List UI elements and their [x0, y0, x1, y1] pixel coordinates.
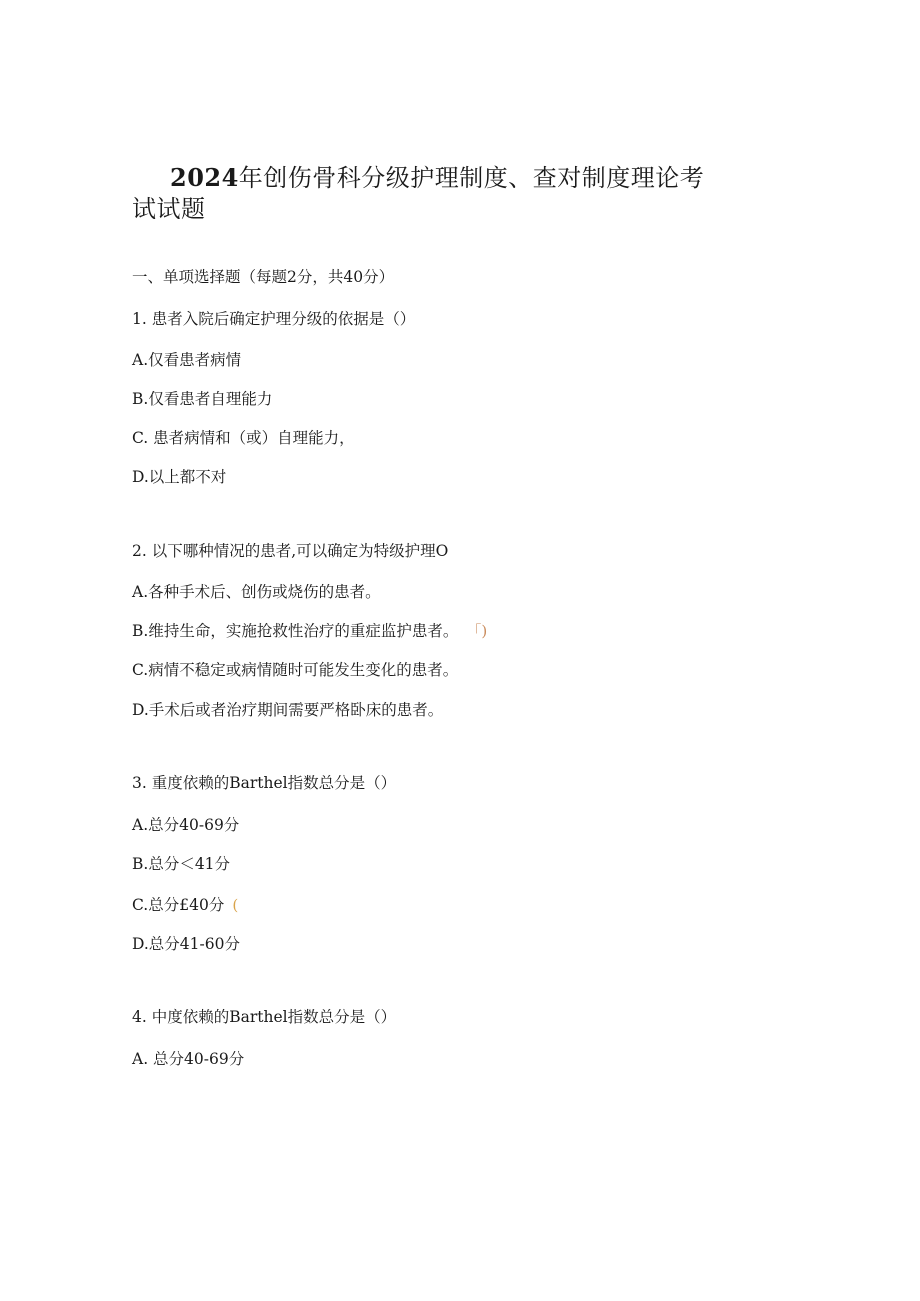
- question-3-option-a: A.总分40-69分: [132, 816, 240, 834]
- question-2-option-c: C.病情不稳定或病情随时可能发生变化的患者。: [132, 661, 459, 679]
- question-3-option-d: D.总分41-60分: [132, 935, 240, 953]
- question-3-option-c: C.总分£40分: [132, 896, 225, 914]
- question-4-option-a: A. 总分40-69分: [132, 1050, 245, 1068]
- answer-mark: (: [232, 896, 239, 914]
- question-1-option-d: D.以上都不对: [132, 468, 227, 486]
- document-title-line-2: 试试题: [132, 195, 206, 223]
- question-1-option-c: C. 患者病情和（或）自理能力，: [132, 429, 355, 447]
- question-2-stem: 2. 以下哪种情况的患者,可以确定为特级护理O: [132, 542, 449, 560]
- question-2-option-a: A.各种手术后、创伤或烧伤的患者。: [132, 583, 381, 601]
- question-3-option-b: B.总分＜41分: [132, 855, 231, 873]
- question-3-stem: 3. 重度依赖的Barthel指数总分是（）: [132, 774, 397, 792]
- section-heading: 一、单项选择题（每题2分，共40分）: [132, 268, 395, 286]
- question-1-stem: 1. 患者入院后确定护理分级的依据是（）: [132, 310, 416, 328]
- question-2-option-b-row: [132, 621, 487, 641]
- question-4-stem: 4. 中度依赖的Barthel指数总分是（）: [132, 1008, 397, 1026]
- document-title-line-1: [170, 163, 704, 193]
- question-2-option-d: D.手术后或者治疗期间需要严格卧床的患者。: [132, 701, 444, 719]
- title-year: 2024: [170, 163, 239, 192]
- question-1-option-a: A.仅看患者病情: [132, 351, 242, 369]
- answer-mark: 「): [466, 622, 488, 640]
- question-3-option-c-row: [132, 895, 238, 915]
- question-2-option-b: B.维持生命，实施抢救性治疗的重症监护患者。: [132, 622, 459, 640]
- title-text: 年创伤骨科分级护理制度、查对制度理论考: [238, 164, 705, 192]
- question-1-option-b: B.仅看患者自理能力: [132, 390, 273, 408]
